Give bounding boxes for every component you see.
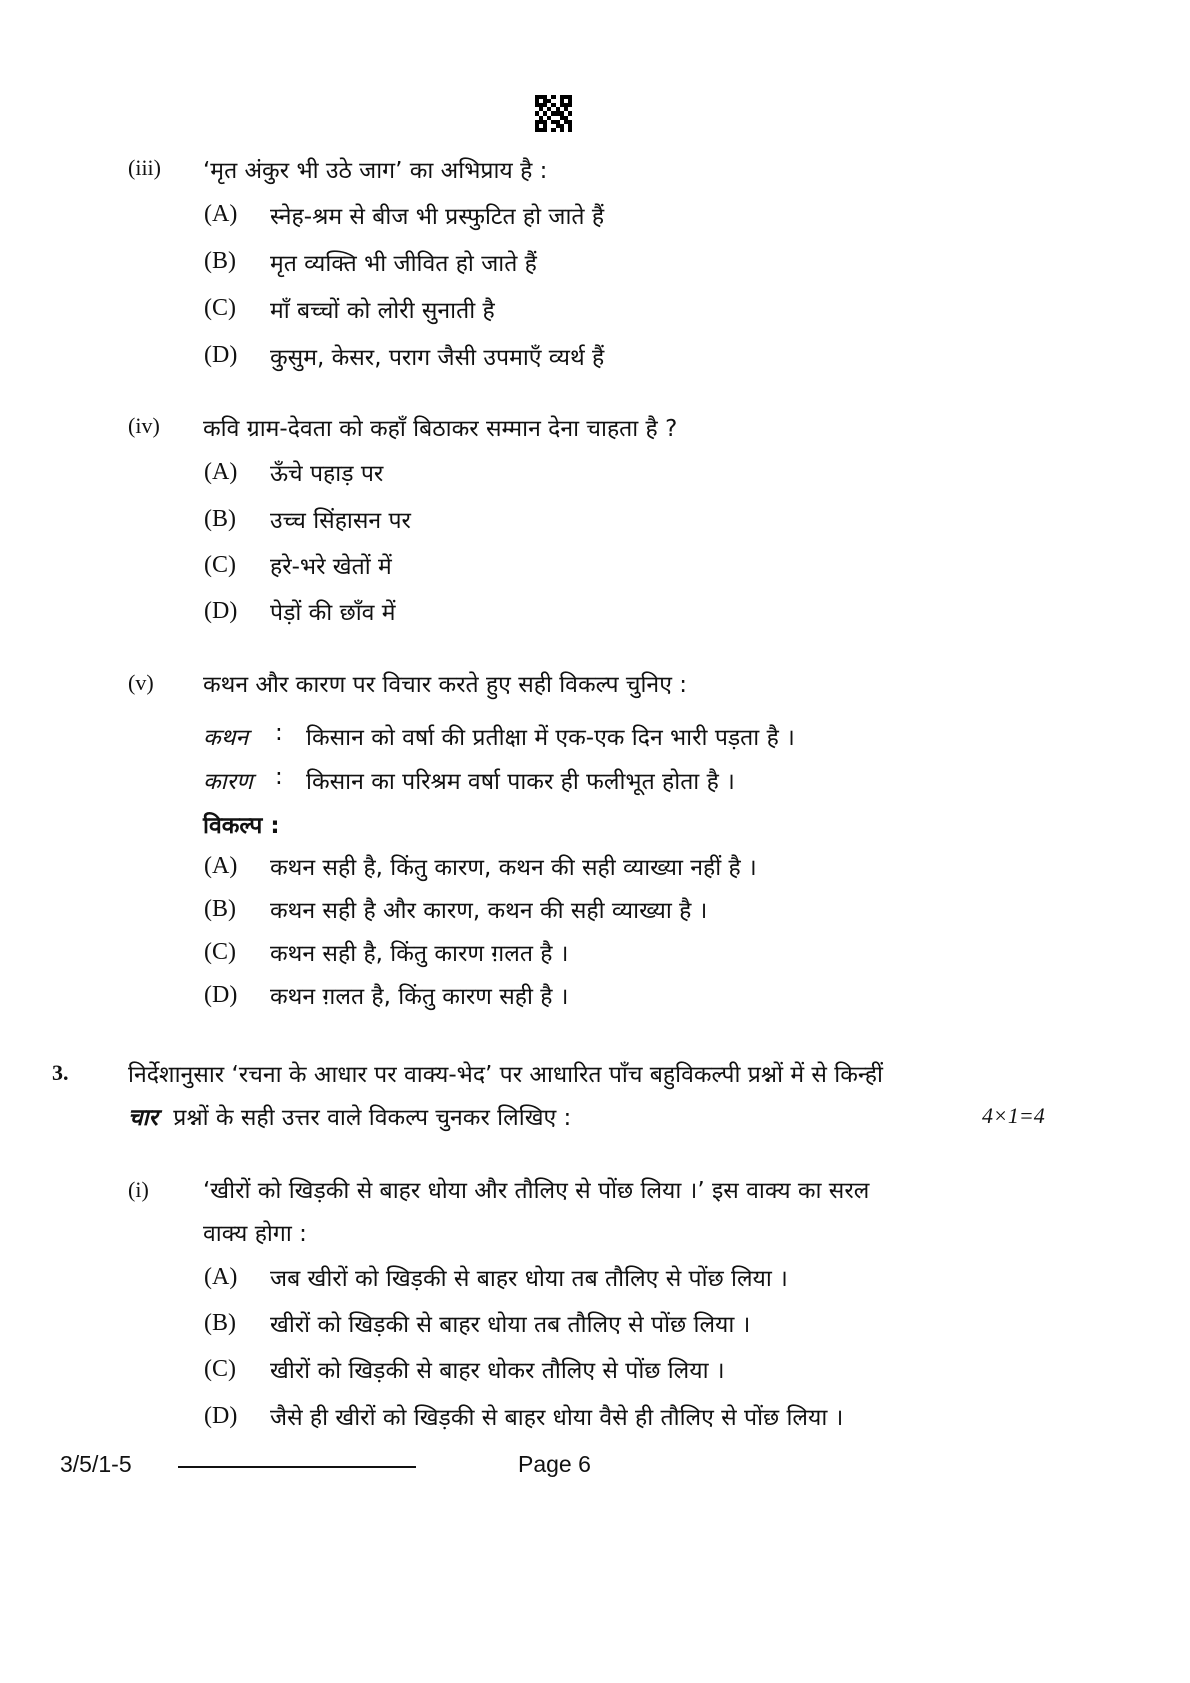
option-label: (D) bbox=[204, 1403, 238, 1429]
option-label: (B) bbox=[204, 506, 236, 532]
option-text: पेड़ों की छाँव में bbox=[270, 600, 396, 626]
sub-question-number: (iii) bbox=[128, 155, 161, 180]
option-text: खीरों को खिड़की से बाहर धोकर तौलिए से पोंछ लिया । bbox=[270, 1358, 725, 1384]
option-label: (D) bbox=[204, 598, 238, 624]
question-emphasis: चार bbox=[128, 1105, 158, 1131]
option-text: कुसुम, केसर, पराग जैसी उपमाएँ व्यर्थ हैं bbox=[270, 345, 605, 371]
option-label: (C) bbox=[204, 295, 236, 321]
option-label: (B) bbox=[204, 248, 236, 274]
option-label: (A) bbox=[204, 201, 238, 227]
option-text: खीरों को खिड़की से बाहर धोया तब तौलिए से पोंछ लिया । bbox=[270, 1312, 751, 1338]
sub-question-text: ‘मृत अंकुर भी उठे जाग’ का अभिप्राय है : bbox=[203, 158, 548, 184]
option-label: (D) bbox=[204, 342, 238, 368]
sub-question-text: कथन और कारण पर विचार करते हुए सही विकल्प चुनिए : bbox=[203, 672, 687, 698]
page-number: Page 6 bbox=[518, 1451, 591, 1477]
reason-text: किसान का परिश्रम वर्षा पाकर ही फलीभूत होता है । bbox=[306, 769, 735, 795]
qr-code-icon bbox=[535, 95, 572, 132]
option-label: (D) bbox=[204, 982, 238, 1008]
option-label: (A) bbox=[204, 853, 238, 879]
sub-question-number: (v) bbox=[128, 670, 154, 695]
option-text: कथन ग़लत है, किंतु कारण सही है । bbox=[270, 984, 569, 1010]
option-text: जब खीरों को खिड़की से बाहर धोया तब तौलिए से पोंछ लिया । bbox=[270, 1266, 788, 1292]
option-text: जैसे ही खीरों को खिड़की से बाहर धोया वैसे ही तौलिए से पोंछ लिया । bbox=[270, 1405, 844, 1431]
option-label: (C) bbox=[204, 1356, 236, 1382]
paper-code: 3/5/1-5 bbox=[60, 1451, 132, 1477]
question-number: 3. bbox=[52, 1060, 69, 1085]
assertion-label: कथन bbox=[203, 725, 249, 751]
option-label: (B) bbox=[204, 896, 236, 922]
option-text: ऊँचे पहाड़ पर bbox=[270, 461, 384, 487]
question-text-line2: प्रश्नों के सही उत्तर वाले विकल्प चुनकर लिखिए : bbox=[173, 1105, 572, 1131]
reason-separator: : bbox=[275, 764, 283, 790]
option-text: कथन सही है, किंतु कारण ग़लत है । bbox=[270, 941, 569, 967]
assertion-separator: : bbox=[275, 720, 283, 746]
option-label: (A) bbox=[204, 1264, 238, 1290]
options-heading: विकल्प : bbox=[203, 813, 280, 839]
sub-question-text: कवि ग्राम-देवता को कहाँ बिठाकर सम्मान देना चाहता है ? bbox=[203, 416, 678, 442]
option-label: (C) bbox=[204, 939, 236, 965]
reason-label: कारण bbox=[203, 769, 253, 795]
option-text: स्नेह-श्रम से बीज भी प्रस्फुटित हो जाते हैं bbox=[270, 204, 605, 230]
option-text: उच्च सिंहासन पर bbox=[270, 508, 411, 534]
marks: 4×1=4 bbox=[982, 1103, 1045, 1128]
option-text: कथन सही है और कारण, कथन की सही व्याख्या है । bbox=[270, 898, 708, 924]
question-text-line1: निर्देशानुसार ‘रचना के आधार पर वाक्य-भेद’ पर आधारित पाँच बहुविकल्पी प्रश्नों में से किन्हीं bbox=[128, 1062, 883, 1088]
option-text: कथन सही है, किंतु कारण, कथन की सही व्याख्या नहीं है । bbox=[270, 855, 757, 881]
option-text: माँ बच्चों को लोरी सुनाती है bbox=[270, 298, 495, 324]
footer-divider bbox=[178, 1466, 416, 1468]
assertion-text: किसान को वर्षा की प्रतीक्षा में एक-एक दिन भारी पड़ता है । bbox=[306, 725, 795, 751]
option-label: (A) bbox=[204, 459, 238, 485]
sub-question-text-line1: ‘खीरों को खिड़की से बाहर धोया और तौलिए से पोंछ लिया ।’ इस वाक्य का सरल bbox=[203, 1178, 870, 1204]
option-label: (C) bbox=[204, 552, 236, 578]
sub-question-text-line2: वाक्य होगा : bbox=[203, 1221, 307, 1247]
option-text: मृत व्यक्ति भी जीवित हो जाते हैं bbox=[270, 251, 537, 277]
sub-question-number: (iv) bbox=[128, 413, 160, 438]
option-text: हरे-भरे खेतों में bbox=[270, 554, 392, 580]
option-label: (B) bbox=[204, 1310, 236, 1336]
sub-question-number: (i) bbox=[128, 1177, 149, 1202]
